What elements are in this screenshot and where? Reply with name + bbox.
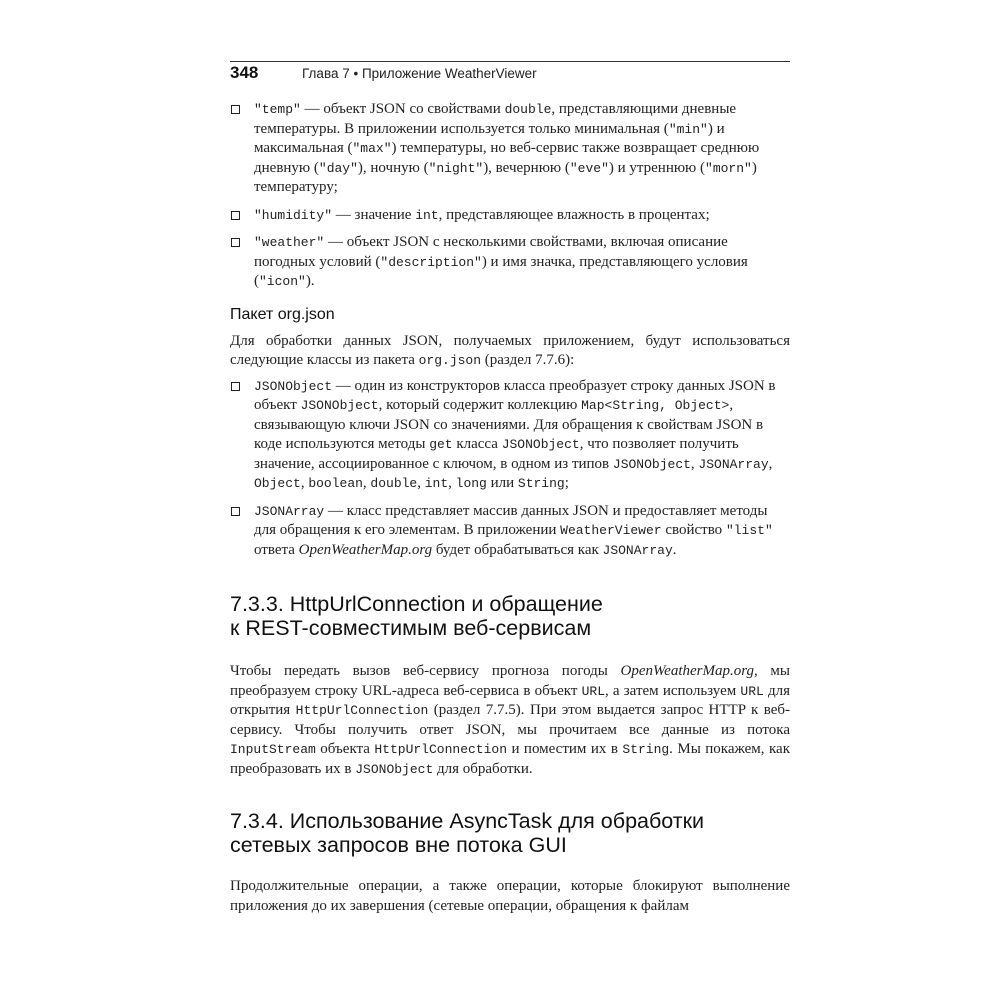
list-item-weather: "weather" — объект JSON с несколькими свойствами, включая описание погодных условий ("description") и имя значка, представляющего условия ("icon").	[230, 233, 790, 292]
list-item-temp: "temp" — объект JSON со свойствами double, представляющими дневные температуры. В приложении используется только минимальная ("min") и максимальная ("max") температуры, но веб-сервис также возвращает среднюю дневную ("day"), ночную ("night"), вечернюю ("eve") и утреннюю ("morn") температуру;	[230, 100, 790, 198]
section-7-3-3-paragraph: Чтобы передать вызов веб-сервису прогноза погоды OpenWeatherMap.org, мы преобразуем строку URL-адреса веб-сервиса в объект URL, а затем используем URL для открытия HttpUrlConnection (раздел 7.7.5). При этом выдается запрос HTTP к веб-сервису. Чтобы получить ответ JSON, мы прочитаем все данные из потока InputStream объекта HttpUrlConnection и поместим их в String. Мы покажем, как преобразовать их в JSONObject для обработки.	[230, 663, 790, 777]
json-properties-list	[230, 100, 790, 292]
list-item-jsonobject: JSONObject — один из конструкторов класса преобразует строку данных JSON в объект JSONObject, который содержит коллекцию Map<String, Object>, связывающую ключи JSON со значениями. Для обращения к свойствам JSON в коде используются методы get класса JSONObject, что позволяет получить значение, ассоциированное с ключом, в одном из типов JSONObject, JSONArray, Object, boolean, double, int, long или String;	[230, 377, 790, 494]
subheading-org-json: Пакет org.json	[230, 305, 335, 323]
section-heading-7-3-3: 7.3.3. HttpUrlConnection и обращение к REST-совместимым веб-сервисам	[230, 592, 603, 640]
list-item-jsonarray: JSONArray — класс представляет массив данных JSON и предоставляет методы для обращения к его элементам. В приложении WeatherViewer свойство "list" ответа OpenWeatherMap.org будет обрабатываться как JSONArray.	[230, 502, 790, 561]
checkbox-bullet-icon	[231, 238, 240, 247]
page-content	[230, 100, 790, 916]
checkbox-bullet-icon	[231, 105, 240, 114]
checkbox-bullet-icon	[231, 211, 240, 220]
org-json-intro: Для обработки данных JSON, получаемых приложением, будут использоваться следующие классы из пакета org.json (раздел 7.7.6):	[230, 332, 790, 368]
page-number: 348	[230, 63, 259, 82]
header-rule	[230, 61, 790, 62]
checkbox-bullet-icon	[231, 382, 240, 391]
section-7-3-4-paragraph: Продолжительные операции, а также операции, которые блокируют выполнение приложения до их завершения (сетевые операции, обращения к файлам	[230, 878, 790, 914]
org-json-classes-list	[230, 377, 790, 561]
checkbox-bullet-icon	[231, 507, 240, 516]
list-item-humidity: "humidity" — значение int, представляющее влажность в процентах;	[230, 206, 790, 226]
running-head: Глава 7 • Приложение WeatherViewer	[302, 66, 537, 81]
section-heading-7-3-4: 7.3.4. Использование AsyncTask для обработки сетевых запросов вне потока GUI	[230, 809, 705, 857]
